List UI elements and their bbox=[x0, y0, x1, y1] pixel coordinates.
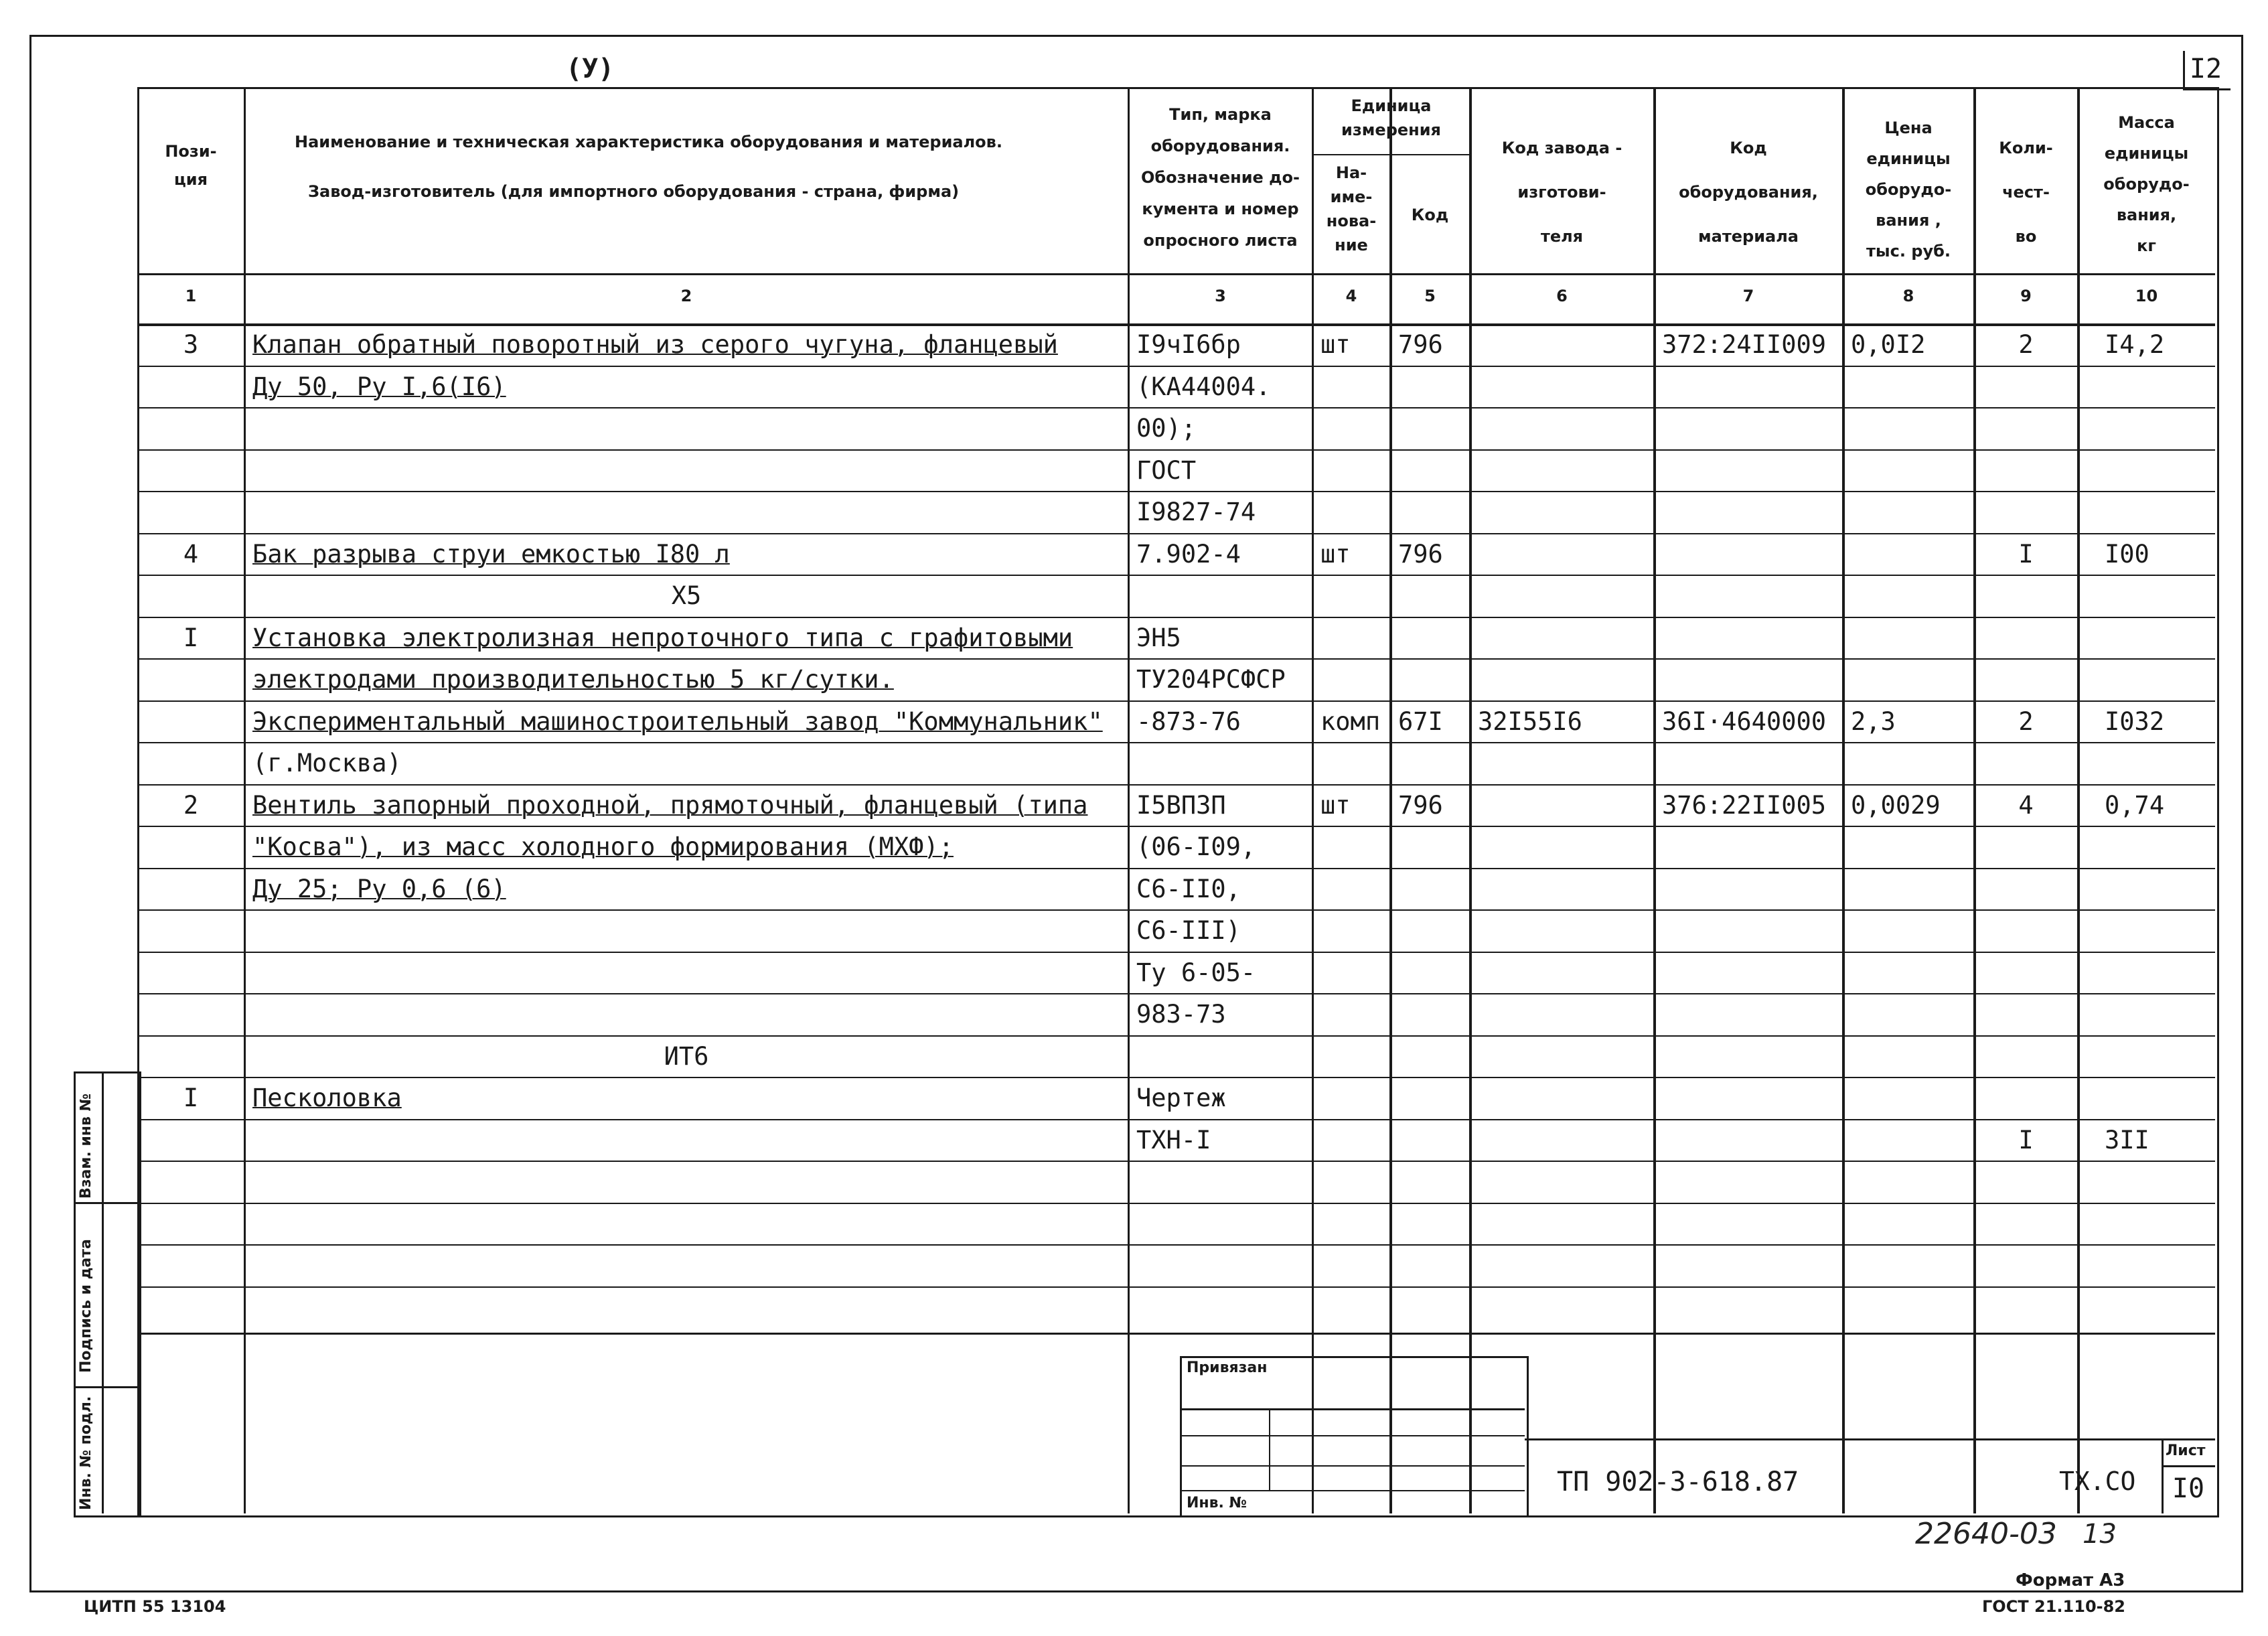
stamp-line-1 bbox=[1180, 1408, 1525, 1410]
cell-type: ТУ204РСФСР bbox=[1136, 665, 1286, 694]
cell-unit: шт bbox=[1320, 330, 1351, 359]
cell-type: 983-73 bbox=[1136, 1000, 1226, 1029]
section-mark: (У) bbox=[566, 54, 615, 84]
column-number-3: 3 bbox=[1215, 287, 1226, 305]
designation: ТП 902-3-618.87 bbox=[1557, 1467, 1799, 1497]
cell-price: 2,3 bbox=[1851, 707, 1896, 736]
bottom-left-code: ЦИТП 55 13104 bbox=[84, 1597, 226, 1616]
header-type: Тип, марка оборудования. Обозначение до- кумента и номер опросного листа bbox=[1141, 105, 1300, 250]
cell-type: Чертеж bbox=[1136, 1084, 1226, 1112]
cell-type: I5ВПЗП bbox=[1136, 790, 1226, 820]
sheet-label: Лист bbox=[2166, 1442, 2206, 1459]
cell-name: Песколовка bbox=[252, 1084, 402, 1112]
cell-code: 796 bbox=[1398, 790, 1443, 820]
stamp-line-4 bbox=[1180, 1490, 1525, 1491]
cell-code: 796 bbox=[1398, 330, 1443, 359]
cell-type: Ту 6-05- bbox=[1136, 958, 1256, 987]
cell-unit: комп bbox=[1320, 707, 1381, 736]
header-mass: Масса единицы оборудо- вания, кг bbox=[2103, 113, 2190, 255]
cell-name: Вентиль запорный проходной, прямоточный, фланцевый (типа bbox=[252, 790, 1088, 820]
side-label-sign: Подпись и дата bbox=[78, 1239, 94, 1373]
cell-type: -873-76 bbox=[1136, 707, 1241, 736]
cell-pos: I bbox=[183, 623, 199, 652]
cell-code: 796 bbox=[1398, 539, 1443, 569]
stamp-vline-1 bbox=[1269, 1408, 1270, 1490]
format-label: Формат А3 bbox=[2016, 1570, 2125, 1590]
header-unit-group: Единица измерения bbox=[1341, 96, 1441, 139]
column-number-10: 10 bbox=[2135, 287, 2158, 305]
column-number-8: 8 bbox=[1902, 287, 1914, 305]
cell-unit: шт bbox=[1320, 790, 1351, 820]
cell-name: (г.Москва) bbox=[252, 749, 402, 777]
cell-type: I9чI6бр bbox=[1136, 330, 1241, 359]
header-equipment-code: Код оборудования, материала bbox=[1679, 139, 1818, 246]
column-number-1: 1 bbox=[185, 287, 197, 305]
cell-type: 00); bbox=[1136, 414, 1197, 443]
cell-name: Установка электролизная непроточного типа с графитовыми bbox=[252, 623, 1073, 652]
cell-price: 0,0029 bbox=[1851, 790, 1941, 820]
cell-price: 0,0I2 bbox=[1851, 330, 1926, 359]
row-line bbox=[137, 1161, 2215, 1162]
cell-qty: I bbox=[2018, 539, 2034, 569]
cell-unit: шт bbox=[1320, 539, 1351, 569]
cell-type: (КА44004. bbox=[1136, 372, 1271, 401]
cell-equip: 376:22II005 bbox=[1662, 790, 1827, 820]
cell-type: I9827-74 bbox=[1136, 498, 1256, 526]
column-number-9: 9 bbox=[2020, 287, 2032, 305]
cell-name: X5 bbox=[671, 581, 702, 610]
archive-sub: 13 bbox=[2083, 1519, 2117, 1550]
sheet-number: I0 bbox=[2172, 1473, 2205, 1504]
cell-type: С6-II0, bbox=[1136, 874, 1241, 903]
header-unit-name: На- име- нова- ние bbox=[1326, 163, 1377, 254]
header-bottom-line bbox=[137, 273, 2215, 275]
bottom-right-code: ГОСТ 21.110-82 bbox=[1982, 1597, 2126, 1616]
column-number-6: 6 bbox=[1556, 287, 1568, 305]
side-divider-1 bbox=[74, 1202, 137, 1204]
side-label-inv: Инв. № подл. bbox=[78, 1396, 94, 1510]
cell-name: Экспериментальный машиностроительный завод "Коммунальник" bbox=[252, 707, 1103, 736]
cell-mass: 3II bbox=[2105, 1125, 2149, 1155]
cell-name: ИТ6 bbox=[664, 1041, 709, 1071]
stamp-inv-label: Инв. № bbox=[1187, 1495, 1248, 1511]
cell-name: Клапан обратный поворотный из серого чугуна, фланцевый bbox=[252, 330, 1058, 359]
header-position: Пози- ция bbox=[165, 142, 217, 189]
side-label-vzam: Взам. инв № bbox=[78, 1093, 94, 1199]
column-number-2: 2 bbox=[680, 287, 692, 305]
header-price: Цена единицы оборудо- вания , тыс. руб. bbox=[1865, 119, 1952, 261]
stamp-attached-box bbox=[1180, 1356, 1529, 1517]
stamp-line-3 bbox=[1180, 1465, 1525, 1467]
corner-sheet-number: I2 bbox=[2189, 54, 2222, 84]
cell-name: Бак разрыва струи емкостью I80 л bbox=[252, 539, 730, 569]
cell-qty: 4 bbox=[2018, 790, 2034, 820]
cell-type: ГОСТ bbox=[1136, 455, 1197, 485]
row-line bbox=[137, 1203, 2215, 1204]
row-line bbox=[137, 1286, 2215, 1288]
cell-qty: 2 bbox=[2018, 707, 2034, 736]
cell-pos: 2 bbox=[183, 790, 199, 820]
column-number-7: 7 bbox=[1742, 287, 1754, 305]
title-block-top bbox=[1525, 1438, 2215, 1440]
cell-type: ЭН5 bbox=[1136, 623, 1181, 652]
stamp-vline-3 bbox=[1470, 1408, 1471, 1513]
archive-number: 22640-03 bbox=[1915, 1517, 2057, 1551]
cell-type: (06-I09, bbox=[1136, 832, 1256, 861]
cell-qty: 2 bbox=[2018, 330, 2034, 359]
column-number-5: 5 bbox=[1424, 287, 1436, 305]
cell-pos: 3 bbox=[183, 330, 199, 359]
header-name-1: Наименование и техническая характеристика оборудования и материалов. bbox=[295, 133, 1002, 151]
cell-name: "Косва"), из масс холодного формирования (МХФ); bbox=[252, 832, 954, 861]
cell-code: 67I bbox=[1398, 707, 1443, 736]
cell-qty: I bbox=[2018, 1125, 2034, 1155]
doc-code: ТХ.СО bbox=[2059, 1467, 2136, 1496]
cell-equip: 372:24II009 bbox=[1662, 330, 1827, 359]
body-bottom-line bbox=[137, 1333, 2215, 1335]
header-name-2: Завод-изготовитель (для импортного оборудования - страна, фирма) bbox=[308, 182, 960, 201]
cell-name: Ду 50, Ру I,6(I6) bbox=[252, 372, 506, 401]
cell-factory: 32I55I6 bbox=[1478, 707, 1582, 736]
stamp-attached-label: Привязан bbox=[1187, 1359, 1268, 1376]
cell-mass: I032 bbox=[2105, 707, 2165, 736]
header-quantity: Коли- чест- во bbox=[1999, 139, 2053, 246]
column-number-4: 4 bbox=[1345, 287, 1357, 305]
cell-mass: 0,74 bbox=[2105, 790, 2165, 820]
header-unit-code: Код bbox=[1411, 206, 1449, 224]
cell-name: электродами производительностью 5 кг/сутки. bbox=[252, 665, 894, 694]
cell-mass: I4,2 bbox=[2105, 330, 2165, 359]
side-divider-2 bbox=[74, 1386, 137, 1388]
row-line bbox=[137, 1244, 2215, 1246]
cell-type: С6-III) bbox=[1136, 916, 1241, 945]
stamp-line-2 bbox=[1180, 1435, 1525, 1436]
cell-pos: 4 bbox=[183, 539, 199, 569]
cell-pos: I bbox=[183, 1084, 199, 1112]
stamp-vline-2 bbox=[1390, 1408, 1391, 1513]
cell-type: 7.902-4 bbox=[1136, 539, 1241, 569]
cell-name: Ду 25; Ру 0,6 (6) bbox=[252, 874, 506, 903]
header-factory-code: Код завода - изготови- теля bbox=[1501, 139, 1622, 246]
cell-equip: 36I·4640000 bbox=[1662, 707, 1827, 736]
cell-type: ТХН-I bbox=[1136, 1125, 1211, 1155]
sheet-box-divider bbox=[2162, 1465, 2215, 1467]
cell-mass: I00 bbox=[2105, 539, 2149, 569]
